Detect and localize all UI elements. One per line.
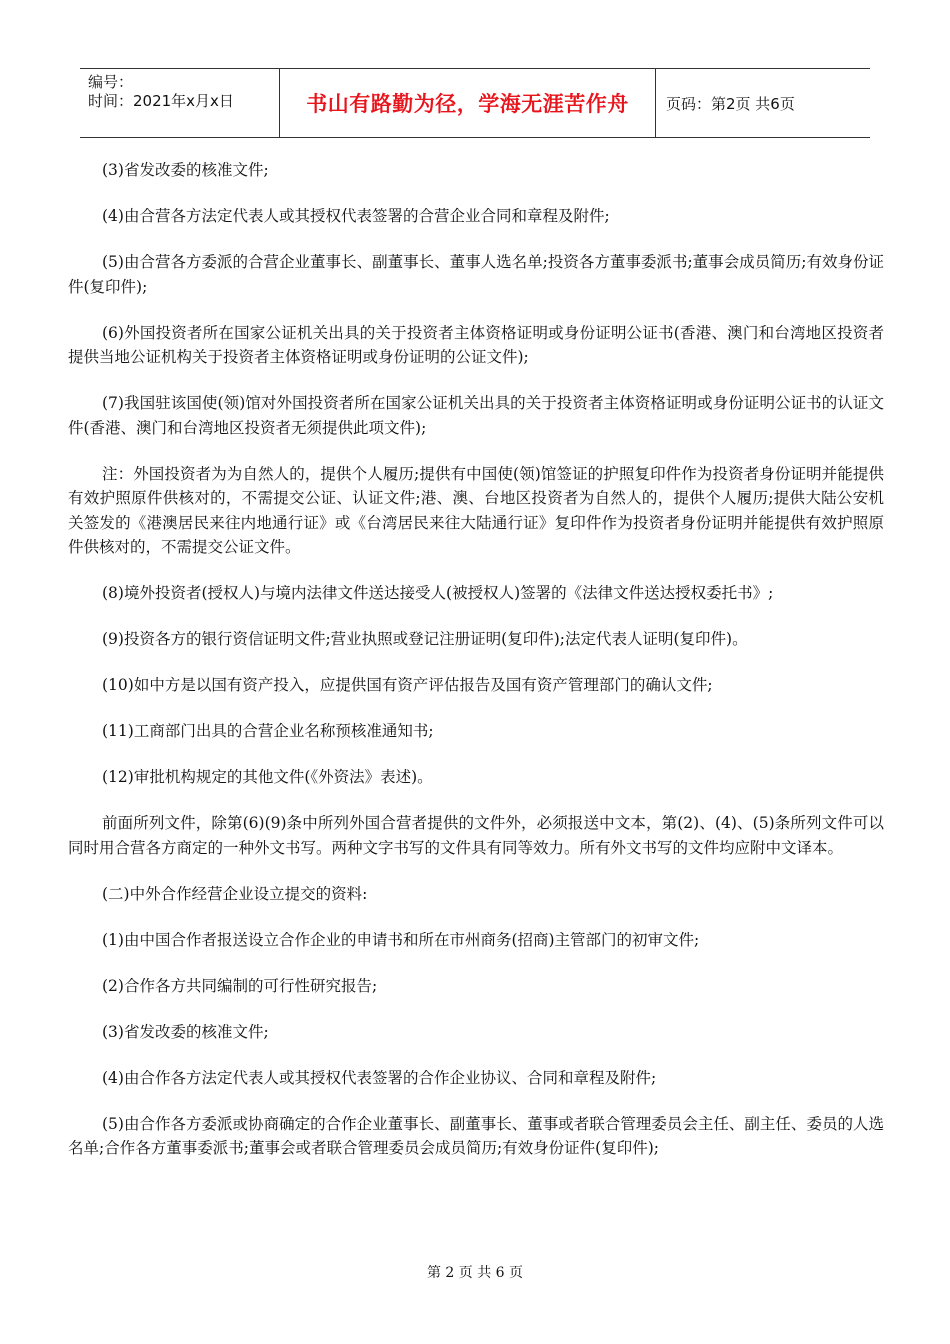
- paragraph: (4)由合营各方法定代表人或其授权代表签署的合营企业合同和章程及附件;: [102, 207, 610, 225]
- section-heading: (二)中外合作经营企业设立提交的资料:: [102, 884, 368, 903]
- paragraph: (1)由中国合作者报送设立合作企业的申请书和所在市州商务(招商)主管部门的初审文件;: [102, 930, 700, 949]
- document-header: [80, 68, 870, 138]
- header-motto: 书山有路勤为径，学海无涯苦作舟: [280, 69, 656, 137]
- paragraph: (10)如中方是以国有资产投入，应提供国有资产评估报告及国有资产管理部门的确认文件;: [102, 676, 713, 694]
- header-meta: [80, 69, 280, 137]
- document-time-label: 时间：2021年x月x日: [88, 92, 234, 110]
- document-body: [68, 158, 884, 1182]
- paragraph: (3)省发改委的核准文件;: [102, 161, 269, 179]
- paragraph: (7)我国驻该国使(领)馆对外国投资者所在国家公证机关出具的关于投资者主体资格证明或身份证明公证书的认证文件(香港、澳门和台湾地区投资者无须提供此项文件);: [68, 394, 884, 437]
- paragraph: 前面所列文件，除第(6)(9)条中所列外国合营者提供的文件外，必须报送中文本，第(2)、(4)、(5)条所列文件可以同时用合营各方商定的一种外文书写。两种文字书写的文件具有同等效力。所有外文书写的文件均应附中文译本。: [68, 814, 884, 857]
- paragraph: (12)审批机构规定的其他文件(《外资法》表述)。: [102, 768, 433, 786]
- paragraph: (3)省发改委的核准文件;: [102, 1022, 269, 1041]
- page-footer: 第 2 页 共 6 页: [426, 1265, 524, 1281]
- paragraph: (4)由合作各方法定代表人或其授权代表签署的合作企业协议、合同和章程及附件;: [102, 1068, 657, 1087]
- header-page-code: 页码：第2页 共6页: [666, 94, 795, 113]
- paragraph: (5)由合营各方委派的合营企业董事长、副董事长、董事人选名单;投资各方董事委派书;董事会成员简历;有效身份证件(复印件);: [68, 253, 884, 296]
- paragraph: (5)由合作各方委派或协商确定的合作企业董事长、副董事长、董事或者联合管理委员会主任、副主任、委员的人选名单;合作各方董事委派书;董事会或者联合管理委员会成员简历;有效身份证件(复印件);: [68, 1114, 884, 1157]
- paragraph: (11)工商部门出具的合营企业名称预核准通知书;: [102, 722, 434, 740]
- note-paragraph: 注：外国投资者为为自然人的，提供个人履历;提供有中国使(领)馆签证的护照复印件作为投资者身份证明并能提供有效护照原件供核对的，不需提交公证、认证文件;港、澳、台地区投资者为自然人的，提供个人履历;提供大陆公安机关签发的《港澳居民来往内地通行证》或《台湾居民来往大陆通行证》复印件作为投资者身份证明并能提供有效护照原件供核对的，不需提交公证文件。: [68, 464, 884, 556]
- document-number-label: 编号：: [88, 73, 134, 91]
- paragraph: (6)外国投资者所在国家公证机关出具的关于投资者主体资格证明或身份证明公证书(香港、澳门和台湾地区投资者提供当地公证机构关于投资者主体资格证明或身份证明的公证文件);: [68, 323, 884, 366]
- paragraph: (9)投资各方的银行资信证明文件;营业执照或登记注册证明(复印件);法定代表人证明(复印件)。: [102, 630, 748, 648]
- paragraph: (2)合作各方共同编制的可行性研究报告;: [102, 976, 378, 995]
- paragraph: (8)境外投资者(授权人)与境内法律文件送达接受人(被授权人)签署的《法律文件送达授权委托书》;: [102, 584, 774, 602]
